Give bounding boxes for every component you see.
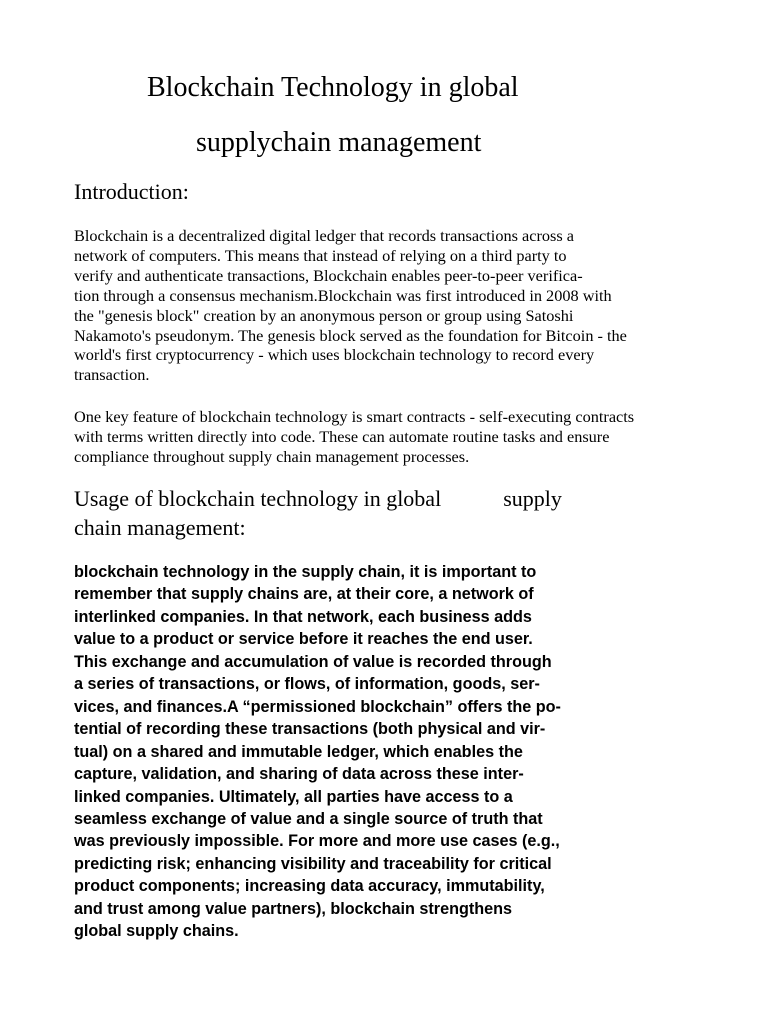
paragraph-line: transaction. — [74, 365, 150, 385]
paragraph-line: was previously impossible. For more and more use cases (e.g., — [74, 832, 560, 851]
paragraph-line: and trust among value partners), blockchain strengthens — [74, 899, 513, 918]
paragraph-line: global supply chains. — [74, 922, 239, 941]
introduction-heading: Introduction: — [74, 179, 189, 204]
intro-paragraph-1 — [74, 226, 714, 385]
usage-body-paragraph — [74, 561, 714, 943]
document-title-line-2: supplychain management — [196, 127, 482, 158]
paragraph-line: a series of transactions, or flows, of information, goods, ser- — [74, 675, 540, 694]
paragraph-line: This exchange and accumulation of value is recorded through — [74, 652, 552, 671]
paragraph-line: world's first cryptocurrency - which uses blockchain technology to record every — [74, 345, 595, 365]
paragraph-line: Blockchain is a decentralized digital ledger that records transactions across a — [74, 226, 574, 245]
paragraph-line: product components; increasing data accuracy, immutability, — [74, 877, 545, 896]
paragraph-line: verify and authenticate transactions, Blockchain enables peer-to-peer verifica- — [74, 265, 583, 285]
paragraph-line: tual) on a shared and immutable ledger, which enables the — [74, 742, 523, 761]
paragraph-line: tential of recording these transactions (both physical and vir- — [74, 720, 546, 739]
paragraph-line: the "genesis block" creation by an anonymous person or group using Satoshi — [74, 305, 574, 325]
intro-paragraph-2 — [74, 407, 714, 467]
paragraph-line: blockchain technology in the supply chain, it is important to — [74, 563, 537, 581]
paragraph-line: capture, validation, and sharing of data across these inter- — [74, 765, 524, 784]
usage-heading-part-2: supply — [503, 486, 562, 511]
paragraph-line: network of computers. This means that instead of relying on a third party to — [74, 245, 567, 265]
paragraph-line: predicting risk; enhancing visibility and traceability for critical — [74, 854, 552, 873]
paragraph-line: compliance throughout supply chain management processes. — [74, 446, 470, 466]
paragraph-line: interlinked companies. In that network, each business adds — [74, 607, 532, 626]
document-title-line-1: Blockchain Technology in global — [147, 72, 519, 103]
paragraph-line: linked companies. Ultimately, all parties have access to a — [74, 787, 513, 806]
paragraph-line: One key feature of blockchain technology is smart contracts - self-executing contracts — [74, 407, 635, 426]
paragraph-line: vices, and finances.A “permissioned blockchain” offers the po- — [74, 697, 561, 716]
paragraph-line: tion through a consensus mechanism.Blockchain was first introduced in 2008 with — [74, 285, 612, 305]
paragraph-line: value to a product or service before it reaches the end user. — [74, 630, 533, 649]
usage-heading — [74, 485, 562, 542]
paragraph-line: with terms written directly into code. These can automate routine tasks and ensure — [74, 426, 610, 446]
usage-heading-line-1 — [74, 485, 562, 514]
paragraph-line: seamless exchange of value and a single source of truth that — [74, 809, 543, 828]
usage-heading-line-2: chain management: — [74, 514, 246, 540]
paragraph-line: remember that supply chains are, at their core, a network of — [74, 585, 534, 604]
usage-heading-part-1: Usage of blockchain technology in global — [74, 486, 442, 511]
paragraph-line: Nakamoto's pseudonym. The genesis block served as the foundation for Bitcoin - the — [74, 325, 627, 345]
